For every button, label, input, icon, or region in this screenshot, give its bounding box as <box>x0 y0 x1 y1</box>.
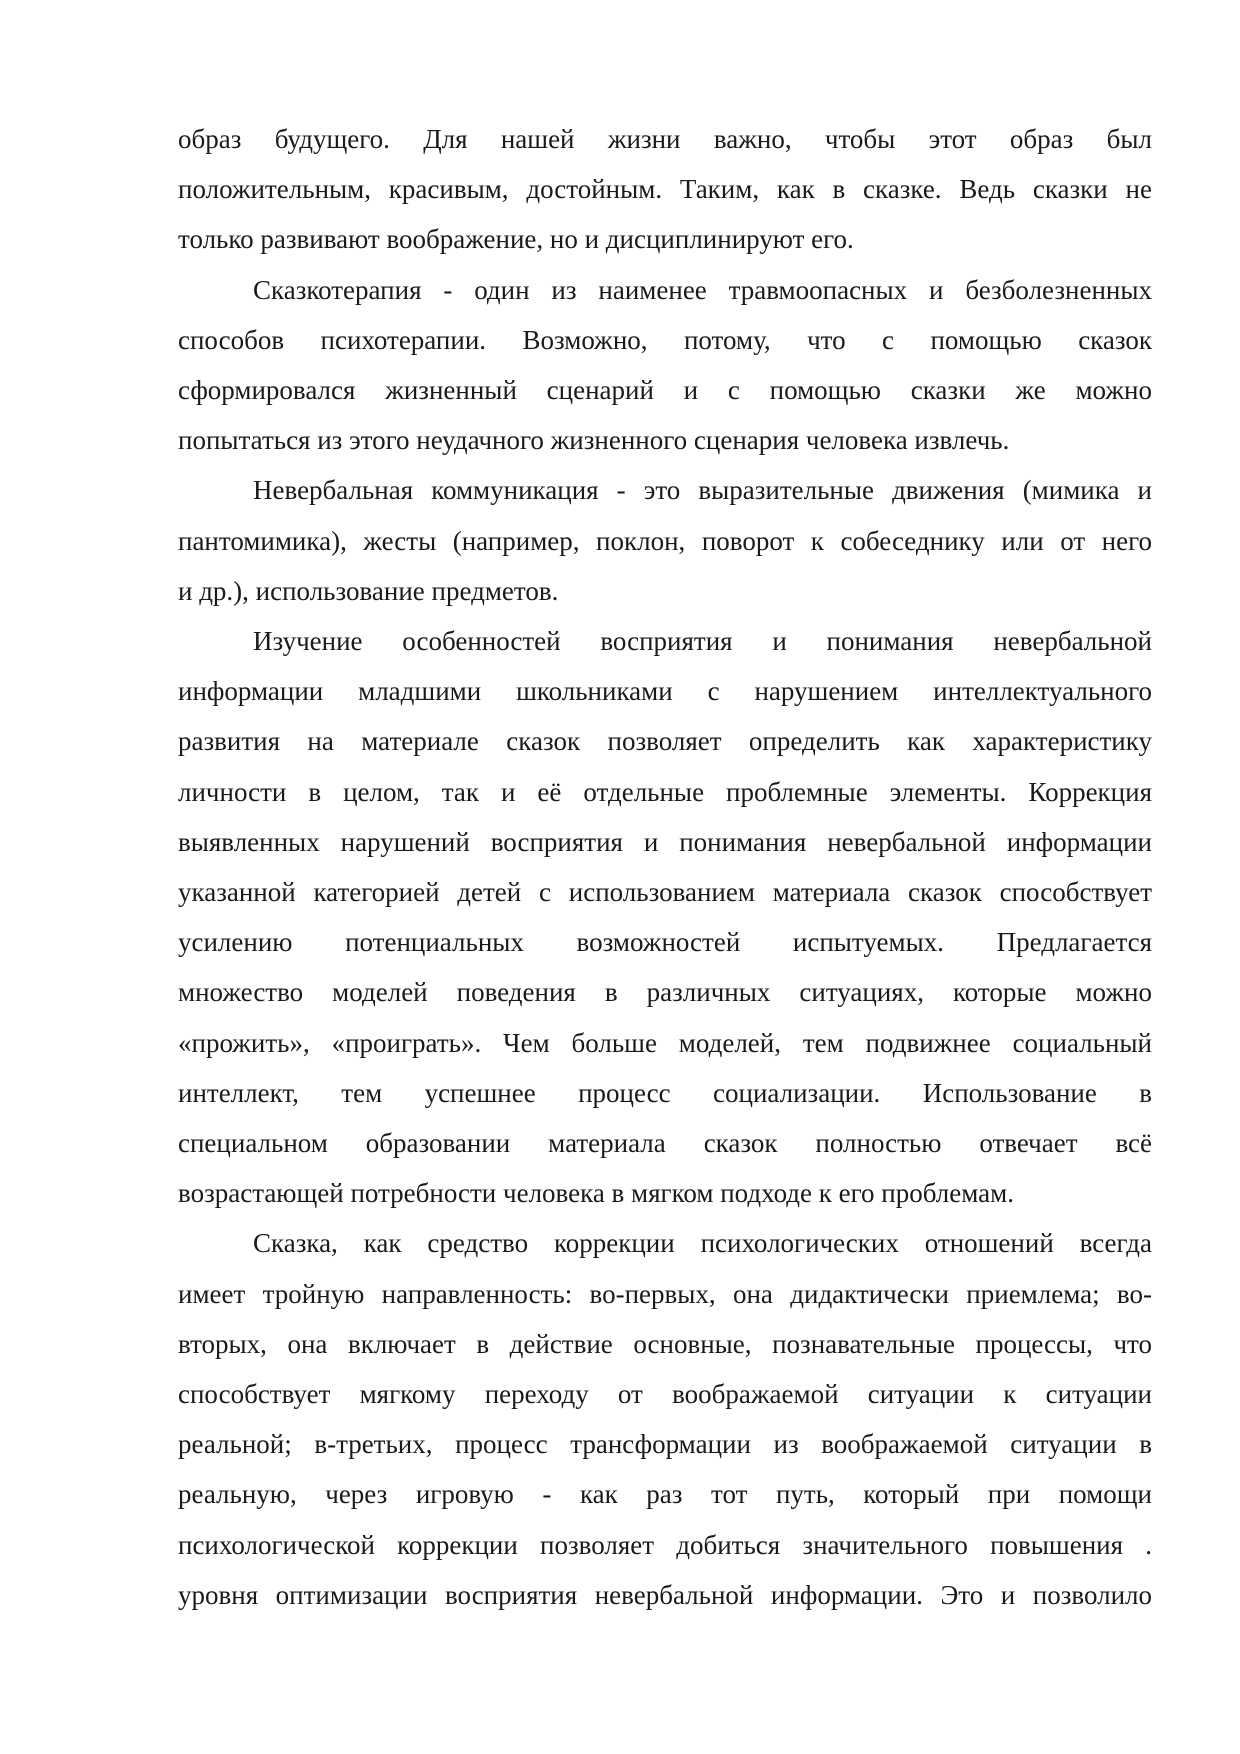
text-line: Сказкотерапия - один из наименее травмоопасных и безболезненных <box>253 274 1152 305</box>
text-line: множество моделей поведения в различных ситуациях, которые можно <box>178 977 1152 1008</box>
text-line: реальной; в-третьих, процесс трансформации из воображаемой ситуации в <box>178 1429 1152 1460</box>
text-line: личности в целом, так и её отдельные проблемные элементы. Коррекция <box>178 776 1152 807</box>
text-line: только развивают воображение, но и дисциплинируют его. <box>178 224 854 255</box>
text-line: развития на материале сказок позволяет определить как характеристику <box>178 726 1152 757</box>
text-line: информации младшими школьниками с нарушением интеллектуального <box>178 676 1152 707</box>
document-page <box>178 114 1152 1620</box>
text-line: реальную, через игровую - как раз тот путь, который при помощи <box>178 1479 1152 1510</box>
text-line: возрастающей потребности человека в мягком подходе к его проблемам. <box>178 1178 1014 1209</box>
text-line: выявленных нарушений восприятия и понимания невербальной информации <box>178 826 1152 857</box>
text-line: попытаться из этого неудачного жизненного сценария человека извлечь. <box>178 425 1010 456</box>
text-line: положительным, красивым, достойным. Таким, как в сказке. Ведь сказки не <box>178 174 1152 205</box>
paragraph-3 <box>178 465 1152 616</box>
text-line: «прожить», «проиграть». Чем больше моделей, тем подвижнее социальный <box>178 1027 1152 1058</box>
text-line: Сказка, как средство коррекции психологических отношений всегда <box>253 1228 1152 1259</box>
text-line: имеет тройную направленность: во-первых, она дидактически приемлема; во- <box>178 1278 1152 1309</box>
paragraph-4 <box>178 616 1152 1218</box>
text-line: способов психотерапии. Возможно, потому, что с помощью сказок <box>178 324 1152 355</box>
text-line: Изучение особенностей восприятия и понимания невербальной <box>253 626 1152 657</box>
text-line: сформировался жизненный сценарий и с помощью сказки же можно <box>178 375 1152 406</box>
text-line: Невербальная коммуникация - это выразительные движения (мимика и <box>253 475 1152 506</box>
paragraph-5 <box>178 1218 1152 1620</box>
text-line: психологической коррекции позволяет добиться значительного повышения . <box>178 1529 1152 1560</box>
text-line: пантомимика), жесты (например, поклон, поворот к собеседнику или от него <box>178 525 1152 556</box>
text-line: указанной категорией детей с использованием материала сказок способствует <box>178 877 1152 908</box>
text-line: усилению потенциальных возможностей испытуемых. Предлагается <box>178 927 1152 958</box>
text-line: интеллект, тем успешнее процесс социализации. Использование в <box>178 1077 1152 1108</box>
text-line: способствует мягкому переходу от воображаемой ситуации к ситуации <box>178 1379 1152 1410</box>
paragraph-2 <box>178 265 1152 466</box>
text-line: образ будущего. Для нашей жизни важно, чтобы этот образ был <box>178 124 1152 154</box>
text-line: вторых, она включает в действие основные, познавательные процессы, что <box>178 1328 1152 1359</box>
paragraph-1 <box>178 114 1152 265</box>
text-line: специальном образовании материала сказок полностью отвечает всё <box>178 1128 1152 1159</box>
text-line: уровня оптимизации восприятия невербальной информации. Это и позволило <box>178 1579 1152 1610</box>
text-line: и др.), использование предметов. <box>178 575 559 606</box>
